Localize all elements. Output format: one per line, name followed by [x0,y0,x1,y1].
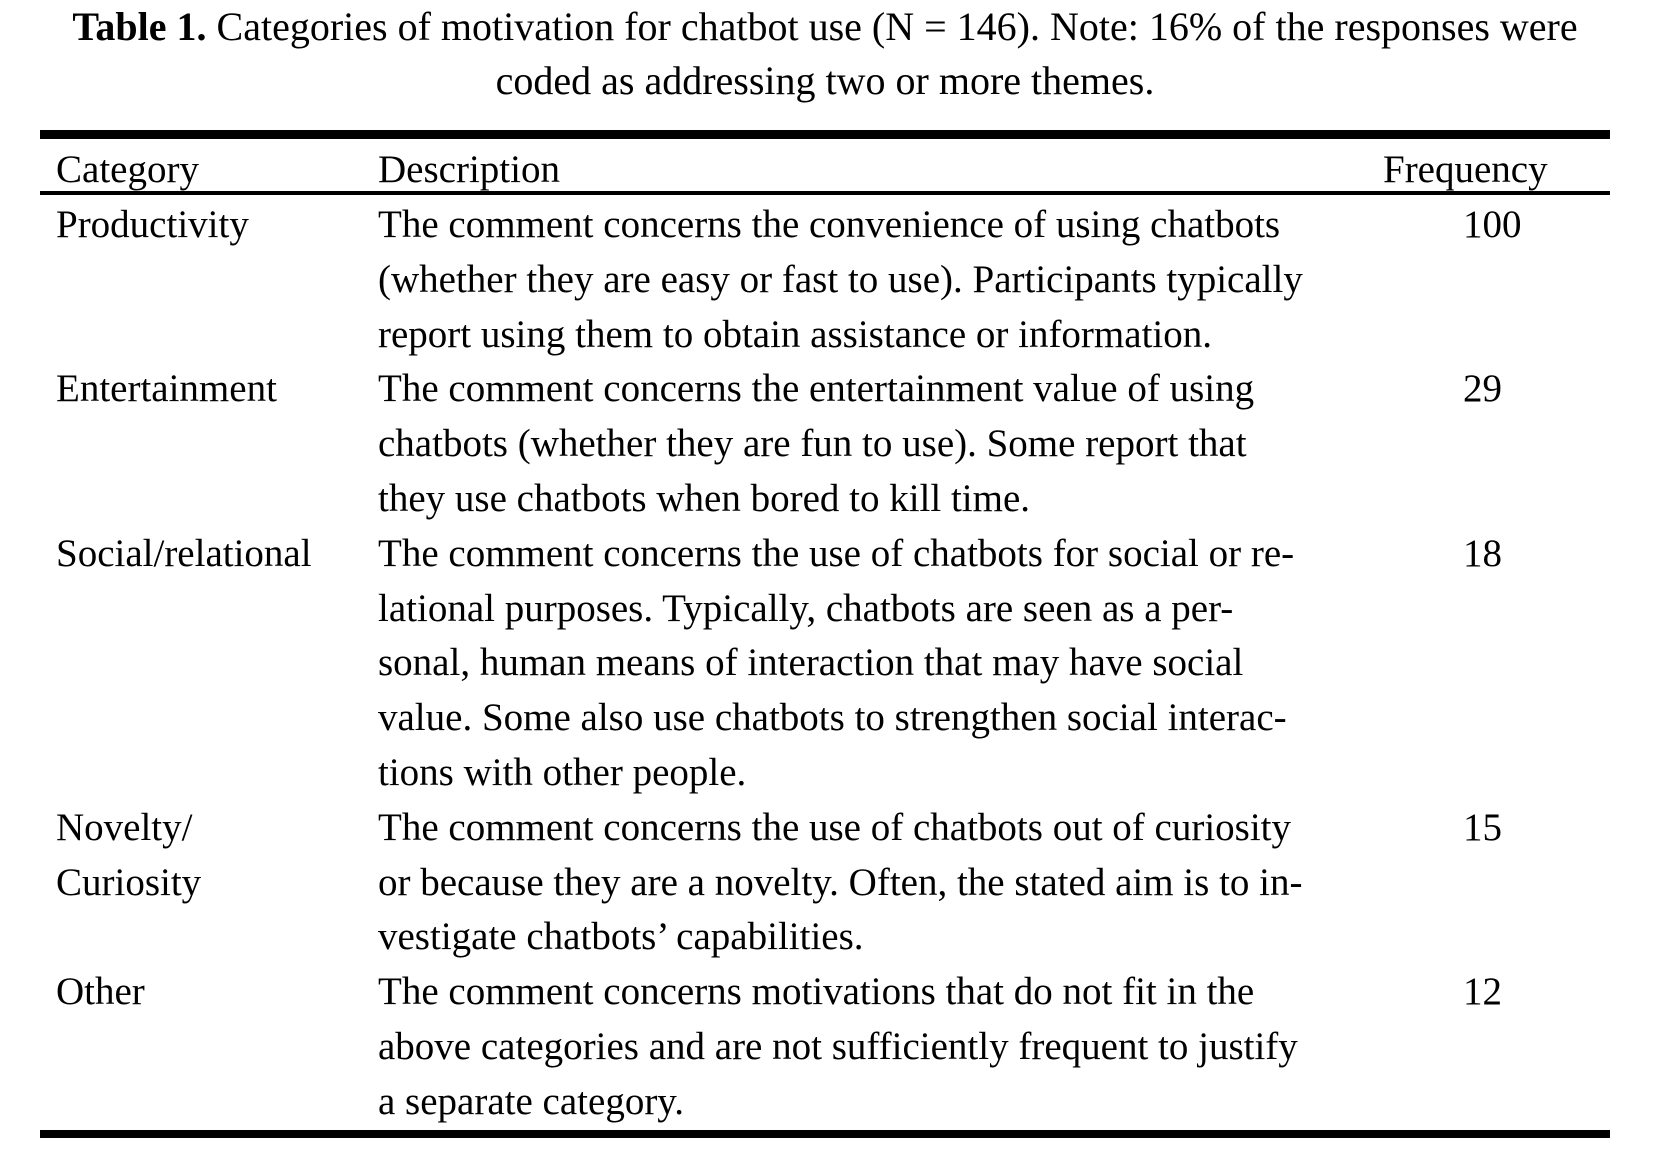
table-body [40,195,1610,1130]
table-row [40,527,1610,801]
column-header-frequency: Frequency [1383,139,1610,195]
category-cell: Other [56,970,145,1014]
description-cell: The comment concerns motivations that do not fit in the above categories and are not sufficiently frequent to justify a separate category. [378,970,1298,1123]
description-cell: The comment concerns the convenience of using chatbots (whether they are easy or fast to use). Participants typically report using them to obtain assistance or information. [378,203,1303,356]
frequency-cell: 18 [1463,531,1502,575]
column-header-category: Category [40,139,378,195]
table-row [40,195,1610,362]
header-row [40,139,1610,195]
table-row [40,965,1610,1129]
description-cell: The comment concerns the use of chatbots for social or re- lational purposes. Typically, chatbots are seen as a per- sonal, human means of interaction that may have social value. Some also use chatbots to strengthen social interac- tions with other people. [378,531,1295,794]
table-header [40,139,1610,195]
category-cell: Entertainment [56,367,277,411]
frequency-cell: 15 [1463,805,1502,849]
category-cell: Social/relational [56,531,312,575]
frequency-cell: 12 [1463,970,1502,1014]
column-header-description: Description [378,139,1383,195]
table-caption-label: Table 1. [72,4,207,49]
description-cell: The comment concerns the use of chatbots out of curiosity or because they are a novelty. Often, the stated aim is to in- vestigate chatbots’ capabilities. [378,805,1303,959]
description-cell: The comment concerns the entertainment value of using chatbots (whether they are fun to use). Some report that they use chatbots when bored to kill time. [378,367,1255,520]
table-row [40,362,1610,526]
category-cell: Productivity [56,203,249,246]
frequency-cell: 100 [1463,203,1522,246]
table-caption-text: Categories of motivation for chatbot use (N = 146). Note: 16% of the responses were coded as addressing two or more themes. [216,4,1578,103]
table-row [40,801,1610,965]
motivation-table [40,130,1610,1138]
frequency-cell: 29 [1463,367,1502,411]
category-cell: Novelty/ Curiosity [56,805,202,904]
table-caption [40,0,1610,108]
